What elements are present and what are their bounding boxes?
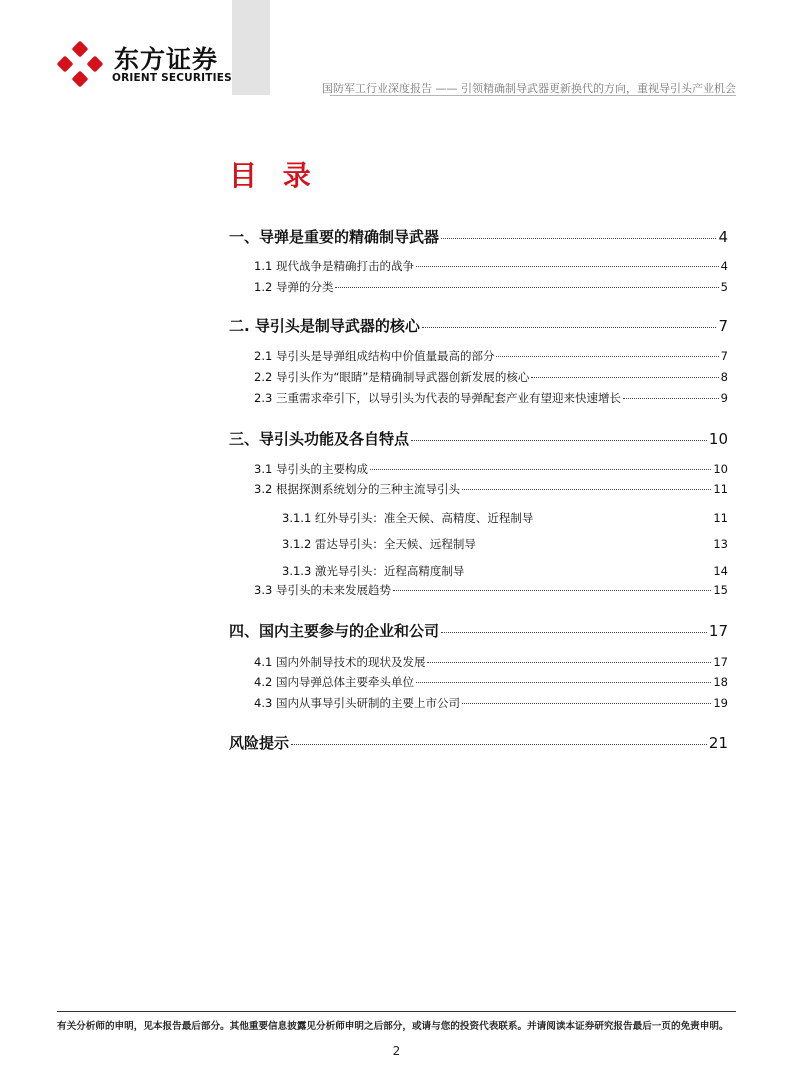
toc-entry-page: 10: [708, 430, 728, 448]
toc-leader: [411, 440, 707, 441]
toc-entry-text: 3.1.2 雷达导引头：全天候、远程制导: [282, 537, 476, 551]
toc-entry-page: 17: [713, 655, 728, 669]
toc-entry-page: 11: [713, 482, 728, 496]
toc-entry-page: 17: [708, 622, 728, 640]
toc-entry[interactable]: [229, 654, 728, 670]
toc-entry-text: 三、导引头功能及各自特点: [229, 430, 410, 448]
toc-leader: [427, 662, 711, 663]
toc-entry[interactable]: [229, 536, 728, 552]
toc-leader: [335, 287, 718, 288]
toc-entry-page: 15: [713, 583, 728, 597]
toc-entry-text: 二. 导引头是制导武器的核心: [229, 317, 420, 335]
toc-entry[interactable]: [229, 315, 728, 336]
toc-entry-page: 19: [713, 696, 728, 710]
toc-leader: [496, 356, 718, 357]
toc-leader: [393, 590, 711, 591]
toc-entry-page: 5: [720, 280, 728, 294]
toc-entry-text: 2.1 导引头是导弹组成结构中价值量最高的部分: [254, 349, 495, 363]
toc-entry[interactable]: [229, 674, 728, 690]
toc-leader: [462, 703, 711, 704]
toc-entry-page: 14: [713, 564, 728, 578]
orient-securities-logo-icon: [57, 41, 103, 87]
toc-entry-page: 4: [718, 228, 728, 246]
toc-entry[interactable]: [229, 428, 728, 449]
toc-entry-text: 1.1 现代战争是精确打击的战争: [254, 259, 414, 273]
toc-entry-text: 1.2 导弹的分类: [254, 280, 334, 294]
toc-entry[interactable]: [229, 348, 728, 364]
toc-entry-text: 3.1.1 红外导引头：准全天候、高精度、近程制导: [282, 511, 534, 525]
toc-entry[interactable]: [229, 732, 728, 753]
toc-entry-text: 3.1.3 激光导引头：近程高精度制导: [282, 564, 465, 578]
toc-leader: [422, 327, 717, 328]
toc-leader: [291, 744, 707, 745]
toc-entry-text: 4.2 国内导弹总体主要牵头单位: [254, 675, 414, 689]
toc-entry[interactable]: [229, 279, 728, 295]
toc-entry-page: 4: [720, 259, 728, 273]
page-number: 2: [392, 1044, 401, 1058]
report-header-title: 国防军工行业深度报告 —— 引领精确制导武器更新换代的方向，重视导引头产业机会: [322, 82, 736, 95]
footer-divider: [57, 1011, 736, 1012]
toc-entry-page: 10: [713, 462, 728, 476]
toc-leader: [441, 632, 707, 633]
toc-entry[interactable]: [229, 563, 728, 579]
toc-entry-page: 8: [720, 370, 728, 384]
toc-entry[interactable]: [229, 461, 728, 477]
toc-entry-page: 11: [713, 511, 728, 525]
toc-entry-text: 4.3 国内从事导引头研制的主要上市公司: [254, 696, 460, 710]
toc-leader: [416, 682, 711, 683]
toc-leader: [531, 377, 718, 378]
toc-entry[interactable]: [229, 695, 728, 711]
toc-title: 目 录: [229, 159, 319, 192]
logo-english-name: ORIENT SECURITIES: [112, 72, 232, 84]
toc-entry-text: 一、导弹是重要的精确制导武器: [229, 228, 440, 246]
toc-entry[interactable]: [229, 369, 728, 385]
toc-entry[interactable]: [229, 390, 728, 406]
toc-entry-page: 18: [713, 675, 728, 689]
toc-entry-text: 3.1 导引头的主要构成: [254, 462, 368, 476]
toc-entry-page: 13: [713, 537, 728, 551]
toc-entry-page: 7: [718, 317, 728, 335]
toc-leader: [370, 469, 711, 470]
table-of-contents: [229, 0, 728, 1077]
toc-entry-text: 3.3 导引头的未来发展趋势: [254, 583, 391, 597]
toc-leader: [441, 238, 716, 239]
toc-entry-text: 3.2 根据探测系统划分的三种主流导引头: [254, 482, 460, 496]
toc-entry-text: 风险提示: [229, 734, 290, 752]
toc-leader: [416, 266, 719, 267]
toc-entry[interactable]: [229, 258, 728, 274]
logo-chinese-name: 东方证券: [114, 45, 219, 74]
toc-leader: [623, 398, 719, 399]
toc-entry-page: 7: [720, 349, 728, 363]
toc-entry[interactable]: [229, 510, 728, 526]
toc-entry-text: 2.2 导引头作为“眼睛”是精确制导武器创新发展的核心: [254, 370, 530, 384]
toc-entry-page: 21: [708, 734, 728, 752]
toc-leader: [462, 489, 711, 490]
toc-entry-text: 4.1 国内外制导技术的现状及发展: [254, 655, 426, 669]
footer-disclaimer: 有关分析师的申明，见本报告最后部分。其他重要信息披露见分析师申明之后部分，或请与您的投资代表联系。并请阅读本证券研究报告最后一页的免责申明。: [57, 1021, 729, 1032]
toc-entry-text: 四、国内主要参与的企业和公司: [229, 622, 440, 640]
toc-entry[interactable]: [229, 481, 728, 497]
toc-entry-page: 9: [720, 391, 728, 405]
toc-entry[interactable]: [229, 582, 728, 598]
toc-entry[interactable]: [229, 620, 728, 641]
toc-entry-text: 2.3 三重需求牵引下，以导引头为代表的导弹配套产业有望迎来快速增长: [254, 391, 621, 405]
toc-entry[interactable]: [229, 226, 728, 247]
